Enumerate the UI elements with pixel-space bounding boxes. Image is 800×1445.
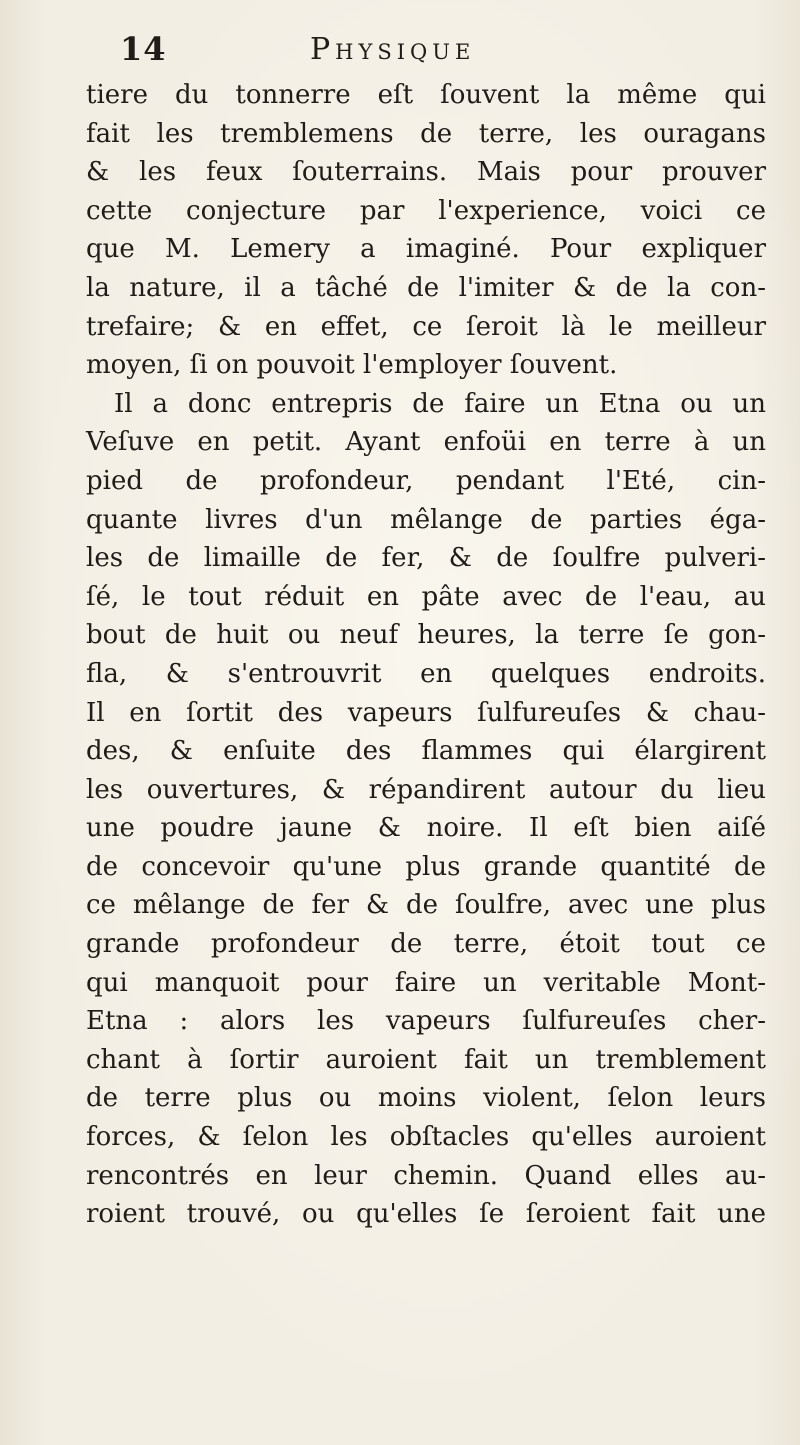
text-line: de terre plus ou moins violent, ſelon leurs <box>86 1083 766 1114</box>
text-line: ce mêlange de fer & de ſoulfre, avec une plus <box>86 890 766 921</box>
text-line: ſé, le tout réduit en pâte avec de l'eau, au <box>86 581 766 612</box>
page-number: 14 <box>120 30 167 68</box>
text-line: qui manquoit pour faire un veritable Mont- <box>86 967 766 998</box>
text-line: cette conjecture par l'experience, voici ce <box>86 195 766 226</box>
text-line: rencontrés en leur chemin. Quand elles au- <box>86 1160 766 1191</box>
text-line: grande profondeur de terre, étoit tout ce <box>86 929 766 960</box>
text-line: pied de profondeur, pendant l'Eté, cin- <box>86 465 766 496</box>
text-line: les ouvertures, & répandirent autour du lieu <box>86 774 766 805</box>
text-line: fait les tremblemens de terre, les ouragans <box>86 118 766 149</box>
running-head: Physique <box>310 32 476 67</box>
text-line: trefaire; & en effet, ce ſeroit là le meilleur <box>86 311 766 342</box>
text-line: moyen, ſi on pouvoit l'employer ſouvent. <box>86 350 618 381</box>
text-line: Il en ſortit des vapeurs ſulfureuſes & chau- <box>86 697 766 728</box>
text-line: & les feux ſouterrains. Mais pour prouver <box>86 157 766 188</box>
text-line: roient trouvé, ou qu'elles ſe ſeroient fait une <box>86 1199 766 1230</box>
text-line: Il a donc entrepris de faire un Etna ou un <box>114 388 766 419</box>
text-line: bout de huit ou neuf heures, la terre ſe gon- <box>86 620 766 651</box>
page-header <box>120 30 680 74</box>
text-line: des, & enſuite des flammes qui élargirent <box>86 736 766 767</box>
text-line: fla, & s'entrouvrit en quelques endroits. <box>86 658 766 689</box>
text-line: tiere du tonnerre eſt ſouvent la même qui <box>86 80 766 110</box>
body-text <box>86 76 766 1234</box>
text-line: une poudre jaune & noire. Il eſt bien aiſé <box>86 813 766 844</box>
text-line: les de limaille de fer, & de ſoulfre pulveri- <box>86 543 766 574</box>
text-line: forces, & ſelon les obſtacles qu'elles auroient <box>86 1122 766 1153</box>
text-line: de concevoir qu'une plus grande quantité de <box>86 851 766 882</box>
text-line: quante livres d'un mêlange de parties éga- <box>86 504 766 535</box>
text-line: Etna : alors les vapeurs ſulfureuſes cher- <box>86 1006 766 1037</box>
text-line: chant à ſortir auroient fait un tremblement <box>86 1044 766 1075</box>
text-line: la nature, il a tâché de l'imiter & de la con- <box>86 272 766 303</box>
text-line: que M. Lemery a imaginé. Pour expliquer <box>86 234 766 265</box>
text-line: Veſuve en petit. Ayant enfoüi en terre à un <box>86 427 766 458</box>
